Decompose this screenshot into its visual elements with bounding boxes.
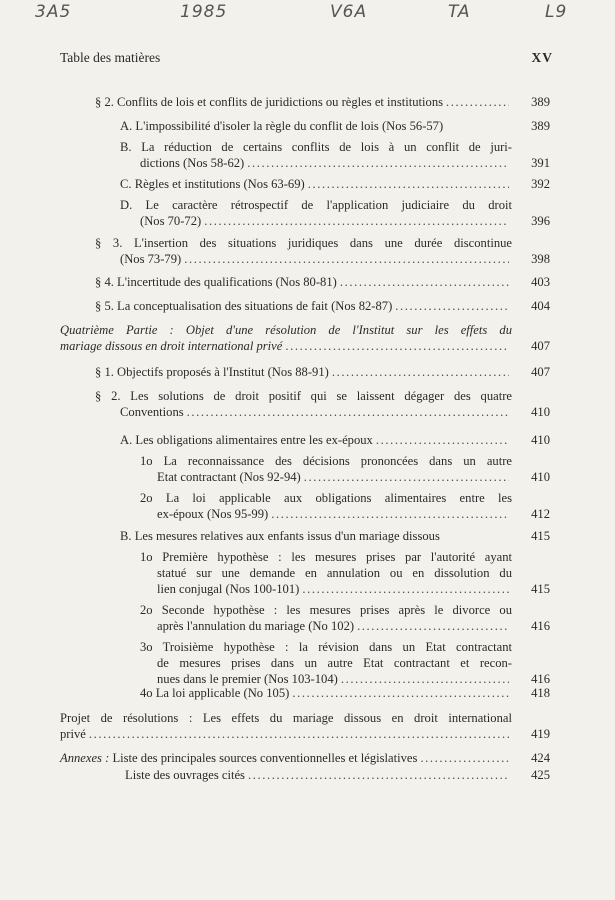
toc-entry[interactable]	[95, 388, 550, 420]
header-title: Table des matières	[60, 50, 161, 65]
toc-entry-text: dictions (Nos 58-62)	[140, 156, 245, 170]
dot-leader	[420, 750, 509, 766]
dot-leader	[271, 506, 509, 522]
toc-page-number: 410	[531, 433, 550, 447]
toc-entry-text: mariage dissous en droit international privé	[60, 339, 283, 353]
toc-entry[interactable]	[60, 322, 550, 354]
handwritten-note-1: 3A5	[35, 2, 72, 22]
toc-entry-text: § 2. Conflits de lois et conflits de juridictions ou règles et institutions	[95, 95, 444, 109]
toc-entry-text: Quatrième Partie : Objet d'une résolution de l'Institut sur les effets du	[60, 323, 512, 337]
toc-entry-text: § 1. Objectifs proposés à l'Institut (Nos 88-91)	[95, 365, 329, 379]
toc-entry[interactable]	[140, 490, 550, 522]
toc-page-number: 404	[531, 299, 550, 313]
handwritten-note-4: TA	[448, 2, 471, 22]
toc-entry[interactable]	[120, 197, 550, 229]
toc-entry[interactable]	[120, 139, 550, 171]
toc-entry-text: 4o La loi applicable (No 105)	[140, 686, 290, 700]
handwritten-note-2: 1985	[180, 2, 228, 22]
toc-entry[interactable]	[125, 767, 550, 783]
toc-page-number: 403	[531, 275, 550, 289]
toc-page-number: 396	[531, 214, 550, 228]
dot-leader	[248, 767, 509, 783]
toc-entry[interactable]	[140, 602, 550, 634]
dot-leader	[357, 618, 509, 634]
toc-page-number: 415	[531, 582, 550, 596]
toc-entry[interactable]	[60, 750, 550, 766]
toc-entry[interactable]	[140, 639, 550, 687]
toc-page-number: 410	[531, 405, 550, 419]
dot-leader	[204, 213, 509, 229]
toc-entry[interactable]	[60, 710, 550, 742]
dot-leader	[332, 364, 509, 380]
toc-page-number: 416	[531, 619, 550, 633]
dot-leader	[184, 251, 509, 267]
toc-page-number: 410	[531, 470, 550, 484]
toc-entry-text: statué sur une demande en annulation ou en dissolution du	[157, 566, 512, 580]
toc-entry-text: § 5. La conceptualisation des situations de fait (Nos 82-87)	[95, 299, 393, 313]
toc-entry-text: (Nos 70-72)	[140, 214, 202, 228]
toc-page-number: 419	[531, 727, 550, 741]
toc-entry[interactable]	[120, 176, 550, 192]
toc-page-number: 412	[531, 507, 550, 521]
toc-entry-text: Conventions	[120, 405, 184, 419]
toc-entry-text: Liste des ouvrages cités	[125, 768, 245, 782]
toc-page-number: 418	[531, 686, 550, 700]
toc-entry-text: 1o Première hypothèse : les mesures prises par l'autorité ayant	[140, 550, 512, 564]
toc-entry-text: Projet de résolutions : Les effets du mariage dissous en droit international	[60, 711, 512, 725]
toc-entry-text: 3o Troisième hypothèse : la révision dans un Etat contractant	[140, 640, 512, 654]
toc-entry[interactable]	[120, 528, 550, 544]
toc-entry[interactable]	[140, 453, 550, 485]
toc-entry[interactable]	[120, 118, 550, 134]
dot-leader	[376, 432, 509, 448]
toc-entry-text: lien conjugal (Nos 100-101)	[157, 582, 300, 596]
toc-entry-text: Etat contractant (Nos 92-94)	[157, 470, 301, 484]
toc-entry-text: B. La réduction de certains conflits de lois à un conflit de juri-	[120, 140, 512, 154]
toc-entry[interactable]	[95, 298, 550, 314]
toc-entry[interactable]	[95, 274, 550, 290]
handwritten-note-3: V6A	[330, 2, 368, 22]
toc-entry-text: A. L'impossibilité d'isoler la règle du conflit de lois (Nos 56-57)	[120, 119, 444, 133]
toc-page-number: 415	[531, 529, 550, 543]
dot-leader	[247, 155, 509, 171]
toc-entry-text: privé	[60, 727, 86, 741]
dot-leader	[89, 726, 509, 742]
toc-entry[interactable]	[95, 94, 550, 110]
toc-entry-text: 2o Seconde hypothèse : les mesures prises après le divorce ou	[140, 603, 512, 617]
toc-entry-text: B. Les mesures relatives aux enfants issus d'un mariage dissous	[120, 529, 440, 543]
dot-leader	[292, 685, 509, 701]
header-page-number: XV	[531, 50, 553, 65]
toc-entry[interactable]	[95, 235, 550, 267]
toc-page-number: 407	[531, 365, 550, 379]
dot-leader	[340, 274, 509, 290]
toc-page-number: 389	[531, 119, 550, 133]
toc-entry-text: de mesures prises dans un autre Etat contractant et recon-	[157, 656, 512, 670]
dot-leader	[446, 94, 509, 110]
toc-page-number: 425	[531, 768, 550, 782]
toc-entry-text: C. Règles et institutions (Nos 63-69)	[120, 177, 305, 191]
toc-entry-text: § 3. L'insertion des situations juridiques dans une durée discontinue	[95, 236, 512, 250]
toc-entry-text: D. Le caractère rétrospectif de l'application judiciaire du droit	[120, 198, 512, 212]
toc-entry-text: après l'annulation du mariage (No 102)	[157, 619, 355, 633]
toc-page-number: 391	[531, 156, 550, 170]
toc-page-number: 392	[531, 177, 550, 191]
toc-entry[interactable]	[140, 549, 550, 597]
toc-page-number: 424	[531, 751, 550, 765]
toc-entry-text: ex-époux (Nos 95-99)	[157, 507, 269, 521]
toc-entry[interactable]	[95, 364, 550, 380]
toc-page-number: 416	[531, 672, 550, 686]
dot-leader	[285, 338, 509, 354]
dot-leader	[304, 469, 509, 485]
toc-entry[interactable]	[140, 685, 550, 701]
toc-entry[interactable]	[120, 432, 550, 448]
toc-entry-text: 2o La loi applicable aux obligations alimentaires entre les	[140, 491, 512, 505]
dot-leader	[308, 176, 509, 192]
toc-entry-text: Annexes : Liste des principales sources conventionnelles et législatives	[60, 751, 418, 765]
dot-leader	[302, 581, 509, 597]
toc-page-number: 407	[531, 339, 550, 353]
handwritten-note-5: L9	[545, 2, 568, 22]
dot-leader	[395, 298, 509, 314]
toc-entry-text: § 2. Les solutions de droit positif qui se laissent dégager des quatre	[95, 389, 512, 403]
toc-page-number: 398	[531, 252, 550, 266]
toc-page-number: 389	[531, 95, 550, 109]
dot-leader	[187, 404, 509, 420]
toc-entry-text: nues dans le premier (Nos 103-104)	[157, 672, 338, 686]
toc-entry-text: (Nos 73-79)	[120, 252, 182, 266]
toc-entry-text: § 4. L'incertitude des qualifications (Nos 80-81)	[95, 275, 337, 289]
toc-entry-text: A. Les obligations alimentaires entre les ex-époux	[120, 433, 373, 447]
toc-entry-text: 1o La reconnaissance des décisions prononcées dans un autre	[140, 454, 512, 468]
